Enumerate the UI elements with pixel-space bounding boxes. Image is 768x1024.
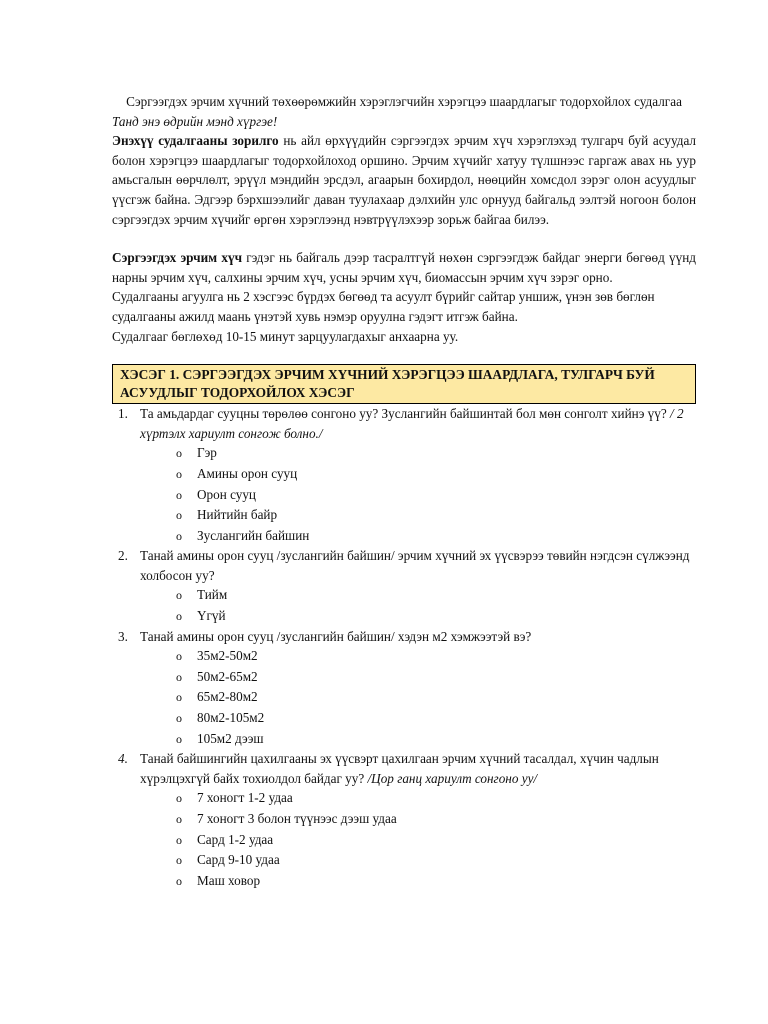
intro-bold-lead: Энэхүү судалгааны зорилго [112,133,279,149]
circle-bullet-icon: o [176,873,182,888]
option-label: Үгүй [197,608,226,624]
option[interactable] [112,850,696,871]
circle-bullet-icon: o [176,711,182,726]
question-list [112,404,696,891]
question-note: /Цор ганц хариулт сонгоно уу/ [367,770,538,786]
question-prompt: Танай амины орон сууц /зуслангийн байшин/ эрчим хүчний эх үүсвэрээ төвийн нэгдсэн сүлжээнд холбосон уу? [140,548,690,583]
intro-text: нь айл өрхүүдийн сэргээгдэх эрчим хүч хэрэглэхэд тулгарч буй асуудал болон хэрэгцээ шаардлагыг тодорхойлоход оршино. Эрчим хүчийг хатуу түлшнээс гаргаж авах нь уур амьсгалын өөрчлөлт, эрүүл мэндийн эрсдэл, агаарын бохирдол, нөөцийн хомсдол зэрэг олон асуудлыг үүсгэж байна. Эдгээр бэрхшээлийг даван туулахаар дэлхийн улс орнууд байгальд ээлтэй ногоон болон сэргээгдэх эрчим хүчийг өргөн хэрэглээнд нэвтрүүлэхээр зорьж байгаа билээ. [112,133,696,227]
question-4 [112,749,696,891]
question-4-options [112,788,696,891]
definition-text: гэдэг нь байгаль дээр тасралтгүй нөхөн сэргээгдэж байдаг энерги бөгөөд үүнд нарны эрчим хүч, салхины эрчим хүч, усны эрчим хүч, биомассын эрчим хүч зэрэг орно. [112,250,696,285]
option-label: 7 хоногт 3 болон түүнээс дээш удаа [197,811,397,826]
option[interactable] [112,871,696,892]
option-label: Зуслангийн байшин [197,527,310,543]
circle-bullet-icon: o [176,853,182,868]
option[interactable] [112,526,696,547]
question-prompt: Танай амины орон сууц /зуслангийн байшин/ хэдэн м2 хэмжээтэй вэ? [140,628,532,644]
question-1 [112,404,696,546]
circle-bullet-icon: o [176,690,182,705]
section-1-header: ХЭСЭГ 1. СЭРГЭЭГДЭХ ЭРЧИМ ХҮЧНИЙ ХЭРЭГЦЭЭ ШААРДЛАГА, ТУЛГАРЧ БУЙ АСУУДЛЫГ ТОДОРХОЙЛОХ ХЭСЭГ [112,364,696,404]
definition-bold-lead: Сэргээгдэх эрчим хүч [112,250,243,266]
option-label: 7 хоногт 1-2 удаа [197,790,293,806]
option[interactable] [112,606,696,627]
circle-bullet-icon: o [176,832,182,847]
question-number: 2. [118,548,128,564]
question-2 [112,546,696,626]
circle-bullet-icon: o [176,528,182,543]
question-2-text [112,546,696,585]
option-label: 50м2-65м2 [197,668,258,684]
question-number: 3. [118,628,128,644]
question-4-text [112,749,696,788]
question-prompt: Танай байшингийн цахилгааны эх үүсвэрт цахилгаан эрчим хүчний тасалдал, хүчин чадлын хүрэлцэхгүй байх тохиолдол байдаг уу? [140,751,659,786]
option-label: Сард 9-10 удаа [197,852,280,868]
intro-paragraph [112,131,696,229]
option-label: 35м2-50м2 [197,648,258,664]
option[interactable] [112,646,696,667]
circle-bullet-icon: o [176,649,182,664]
greeting: Танд энэ өдрийн мэнд хүргэе! [112,113,278,129]
option-label: Гэр [197,445,217,461]
question-3-options [112,646,696,749]
question-note: / 2 хүртэлх хариулт сонгож болно./ [140,406,684,441]
option[interactable] [112,809,696,830]
option[interactable] [112,464,696,485]
option[interactable] [112,788,696,809]
circle-bullet-icon: o [176,487,182,502]
question-3-text [112,627,696,647]
circle-bullet-icon: o [176,609,182,624]
option[interactable] [112,830,696,851]
option[interactable] [112,443,696,464]
circle-bullet-icon: o [176,791,182,806]
circle-bullet-icon: o [176,508,182,523]
option-label: Тийм [197,587,228,603]
option[interactable] [112,485,696,506]
circle-bullet-icon: o [176,588,182,603]
paragraph-gap [112,229,696,248]
option-label: Сард 1-2 удаа [197,831,274,847]
option-label: Амины орон сууц [197,465,298,481]
question-3 [112,627,696,750]
question-prompt: Та амьдардаг сууцны төрөлөө сонгоно уу? Зуслангийн байшинтай бол мөн сонголт хийнэ үү? [140,406,667,422]
option[interactable] [112,667,696,688]
option-label: Нийтийн байр [197,507,278,523]
question-number: 1. [118,406,128,422]
definition-paragraph [112,248,696,287]
content-note: Судалгааны агуулга нь 2 хэсгээс бүрдэх бөгөөд та асуулт бүрийг сайтар уншиж, үнэн зөв бөглөн судалгааны ажилд маань үнэтэй хувь нэмэр оруулна гэдэгт итгэж байна. [112,289,655,324]
option-label: Орон сууц [197,486,256,502]
option-label: Маш ховор [197,872,261,888]
question-1-options [112,443,696,546]
option-label: 105м2 дээш [197,730,264,746]
option[interactable] [112,687,696,708]
circle-bullet-icon: o [176,669,182,684]
circle-bullet-icon: o [176,446,182,461]
option[interactable] [112,505,696,526]
option-label: 65м2-80м2 [197,689,258,705]
circle-bullet-icon: o [176,466,182,481]
option-label: 80м2-105м2 [197,710,265,726]
survey-document [112,92,696,891]
question-1-text [112,404,696,443]
question-2-options [112,585,696,626]
circle-bullet-icon: o [176,812,182,826]
option[interactable] [112,708,696,729]
option[interactable] [112,585,696,606]
time-note: Судалгааг бөглөхөд 10-15 минут зарцуулагдахыг анхаарна уу. [112,328,459,344]
option[interactable] [112,729,696,750]
question-number: 4. [118,751,128,767]
circle-bullet-icon: o [176,731,182,746]
survey-title: Сэргээгдэх эрчим хүчний төхөөрөмжийн хэрэглэгчийн хэрэгцээ шаардлагыг тодорхойлох судалгаа [126,94,682,109]
